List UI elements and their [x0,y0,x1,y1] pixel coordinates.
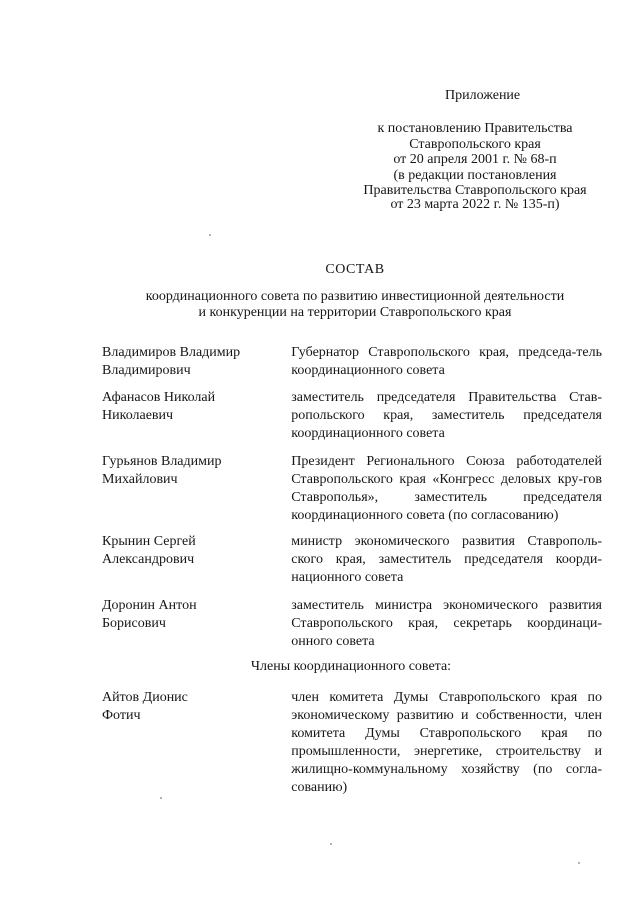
member-name [102,344,291,380]
appendix-line: (в редакции постановления [393,167,557,183]
member-name-line: Борисович [102,616,166,631]
members-section-label: Члены координационного совета: [250,659,452,674]
council-member-entry [102,344,602,380]
member-role: заместитель министра экономического развития Ставропольского края, секретарь координаци-онного совета [291,598,602,649]
scan-speck [160,797,162,799]
member-role: Губернатор Ставропольского края, председа-тель координационного совета [291,345,602,378]
member-role: заместитель председателя Правительства Став-ропольского края, заместитель председателя координационного совета [291,390,602,441]
member-name [102,453,291,525]
appendix-line: от 20 апреля 2001 г. № 68-п [393,152,557,167]
member-name-line: Владимиров Владимир [102,345,241,360]
appendix-line: к постановлению Правительства [377,121,573,136]
member-name-line: Крынин Сергей [102,534,196,549]
subheading-line: координационного совета по развитию инвестиционной деятельности [145,289,565,304]
document-subheading [120,289,590,320]
council-member-entry [102,689,602,797]
member-name-line: Афанасов Николай [102,390,216,405]
member-name-line: Гурьянов Владимир [102,454,222,469]
appendix-line: Правительства Ставропольского края [363,183,587,198]
appendix-line: Ставропольского края [409,136,541,152]
document-heading: СОСТАВ [325,262,385,277]
scan-speck [330,843,332,845]
subheading-line: и конкуренции на территории Ставропольского края [198,304,512,320]
scan-speck [209,234,211,236]
council-member-entry [102,597,602,651]
member-name-line: Доронин Антон [102,598,197,613]
member-name-line: Айтов Дионис [102,690,188,705]
appendix-date-line: от 23 марта 2022 г. № 135-п) [390,197,560,212]
member-name [102,689,291,797]
member-name [102,533,291,587]
council-member-entry [102,533,602,587]
member-name-line: Владимирович [102,363,191,378]
council-member-entry [102,453,602,525]
member-name-line: Александрович [102,552,195,567]
member-role: Президент Регионального Союза работодателей Ставропольского края «Конгресс деловых кру-гов Ставрополья», заместитель председателя координационного совета (по согласованию) [291,454,602,523]
member-role: министр экономического развития Ставрополь-ского края, заместитель председателя коорди-национного совета [291,534,602,585]
member-role: член комитета Думы Ставропольского края по экономическому развитию и собственности, член комитета Думы Ставропольского края по промышленности, энергетике, строительству и жилищно-коммунальному хозяйству (по согла-сованию) [291,690,602,795]
council-member-entry [102,389,602,443]
member-name-line: Николаевич [102,408,174,423]
appendix-title: Приложение [445,88,521,103]
scan-speck [578,862,580,864]
member-name [102,597,291,651]
appendix-reference [355,121,595,199]
member-name-line: Фотич [102,708,141,723]
member-name [102,389,291,443]
member-name-line: Михайлович [102,472,178,487]
